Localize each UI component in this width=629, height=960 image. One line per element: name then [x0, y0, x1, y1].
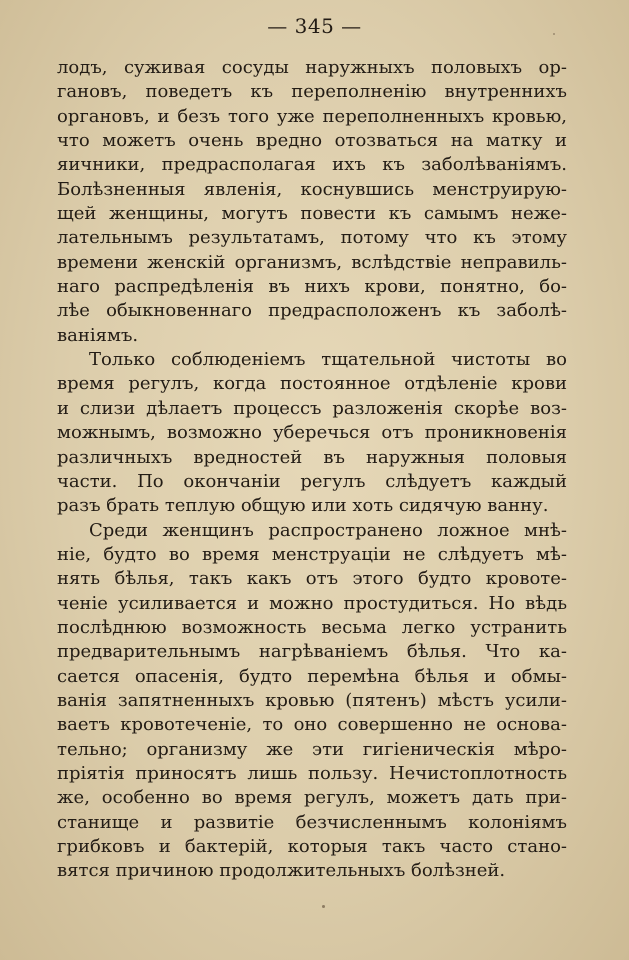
text-line: лательнымъ результатамъ, потому что къ этому [57, 227, 567, 249]
text-line: и слизи дѣлаетъ процессъ разложенія скорѣе воз- [57, 397, 567, 419]
text-line: яичники, предрасполагая ихъ къ заболѣваніямъ. [57, 154, 567, 176]
text-line: станище и развитіе безчисленнымъ колоніямъ [57, 811, 567, 833]
paragraph-2 [57, 348, 567, 518]
text-line: органовъ, и безъ того уже переполненныхъ кровью, [57, 105, 567, 127]
text-line: послѣднюю возможность весьма легко устранить [57, 616, 567, 638]
text-line: времени женскій организмъ, вслѣдствіе неправиль- [57, 251, 567, 273]
text-line: тельно; организму же эти гигіеническія мѣро- [57, 738, 567, 760]
text-line: сается опасенія, будто перемѣна бѣлья и обмы- [57, 665, 567, 687]
text-line: нять бѣлья, такъ какъ отъ этого будто кровоте- [57, 568, 567, 590]
paper-speck [322, 905, 325, 908]
text-line: ченіе усиливается и можно простудиться. Но вѣдь [57, 592, 567, 614]
text-line: ваніямъ. [57, 324, 139, 346]
paragraph-1 [57, 56, 567, 348]
text-line: наго распредѣленія въ нихъ крови, понятно, бо- [57, 276, 567, 298]
text-line: грибковъ и бактерій, которыя такъ часто стано- [57, 836, 567, 857]
text-line: части. По окончаніи регулъ слѣдуетъ каждый [57, 470, 567, 492]
text-line: можнымъ, возможно уберечься отъ проникновенія [57, 422, 567, 444]
text-line: Болѣзненныя явленія, коснувшись менструирую- [57, 178, 567, 200]
text-line: гановъ, поведетъ къ переполненію внутреннихъ [57, 81, 567, 103]
text-line: лѣе обыкновеннаго предрасположенъ къ заболѣ- [57, 300, 567, 322]
text-line: Среди женщинъ распространено ложное мнѣ- [89, 519, 567, 541]
text-line: время регулъ, когда постоянное отдѣленіе крови [57, 373, 567, 395]
text-line: лодъ, суживая сосуды наружныхъ половыхъ ор- [57, 57, 567, 78]
text-line: ваетъ кровотеченіе, то оно совершенно не основа- [57, 714, 567, 736]
text-line: же, особенно во время регулъ, можетъ дать при- [57, 787, 567, 809]
paper-speck [553, 33, 555, 35]
page-number: — 345 — [267, 14, 362, 38]
text-line: Только соблюденіемъ тщательной чистоты во [89, 349, 567, 371]
text-line: пріятія приносятъ лишь пользу. Нечистоплотность [57, 762, 567, 784]
text-line: ніе, будто во время менструаціи не слѣдуетъ мѣ- [57, 543, 567, 565]
body-text [57, 56, 567, 884]
text-line: щей женщины, могутъ повести къ самымъ неже- [57, 203, 567, 225]
text-line: вятся причиною продолжительныхъ болѣзней. [57, 860, 506, 882]
paragraph-3 [57, 519, 567, 884]
text-line: что можетъ очень вредно отозваться на матку и [57, 130, 567, 152]
text-line: различныхъ вредностей въ наружныя половыя [57, 446, 567, 468]
text-line: разъ брать теплую общую или хоть сидячую ванну. [57, 495, 549, 517]
text-line: ванія запятненныхъ кровью (пятенъ) мѣстъ усили- [57, 689, 567, 711]
text-line: предварительнымъ нагрѣваніемъ бѣлья. Что ка- [57, 641, 567, 663]
